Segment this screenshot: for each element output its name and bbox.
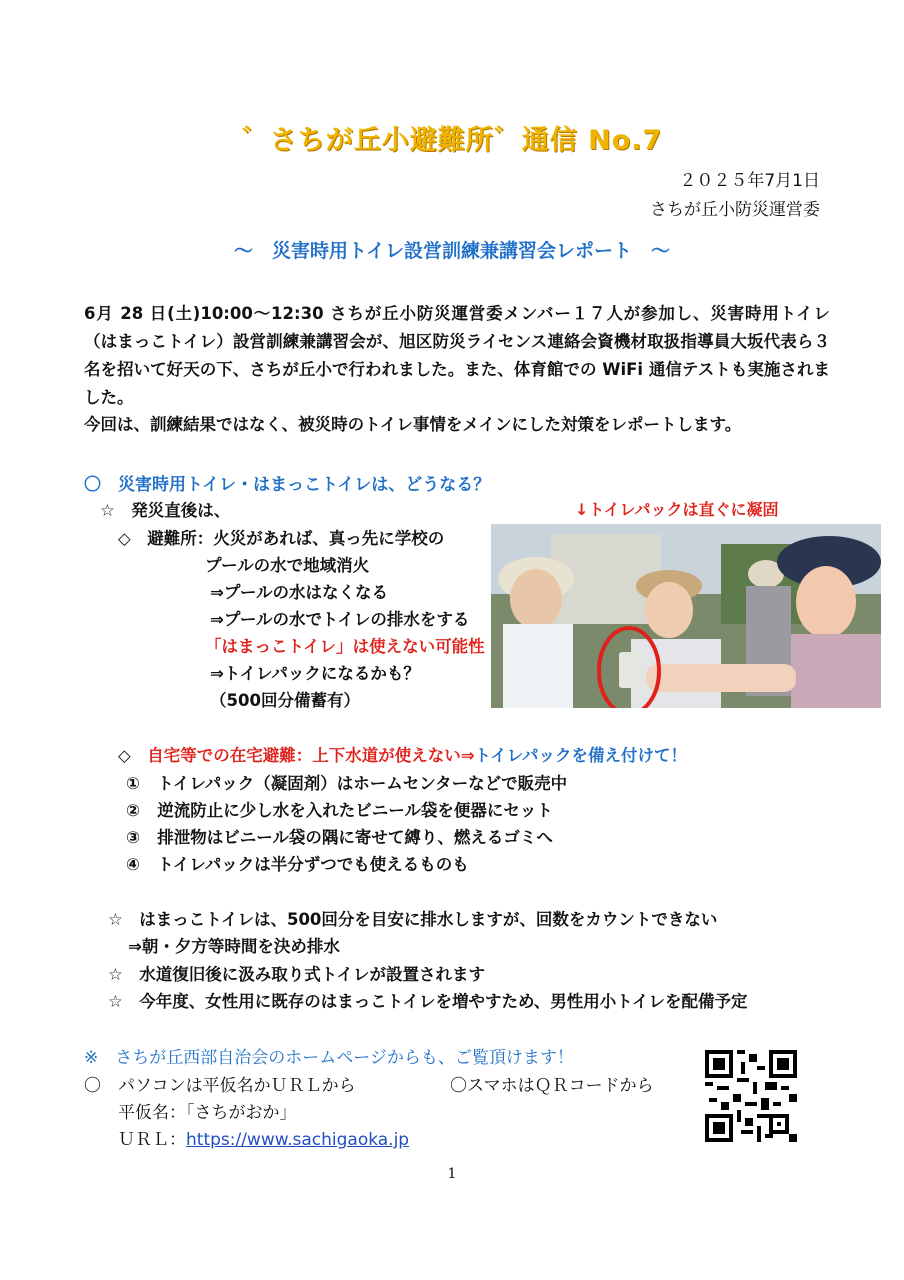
url-line — [118, 1125, 409, 1150]
item-number: ④ — [126, 855, 140, 874]
url-label: ＵＲＬ： — [118, 1130, 186, 1150]
shelter-line-6: ⇒トイレパックになるかも？ — [210, 664, 420, 683]
shelter-line-3: ⇒プールの水はなくなる — [210, 583, 389, 602]
star-note-2: ☆ 水道復旧後に汲み取り式トイレが設置されます — [108, 965, 485, 984]
list-item — [126, 797, 553, 821]
item-number: ③ — [126, 828, 140, 847]
list-item — [126, 824, 553, 848]
issue-date: ２０２５年7月1日 — [679, 171, 820, 191]
item-number: ① — [126, 774, 140, 793]
homepage-link[interactable]: https://www.sachigaoka.jp — [186, 1130, 410, 1150]
list-item — [126, 851, 469, 875]
organization: さちが丘小防災運営委 — [650, 200, 820, 220]
qr-code-graphic — [705, 1050, 797, 1142]
star-note-1-cont: ⇒朝・夕方等時間を決め排水 — [128, 937, 340, 956]
section-heading: 〇 災害時用トイレ・はまっこトイレは、どうなる？ — [84, 475, 491, 495]
photo-caption: ↓トイレパックは直ぐに凝固 — [575, 500, 779, 519]
pc-access: 〇 パソコンは平仮名かＵＲＬから — [84, 1076, 356, 1096]
hiragana-name: 平仮名：「さちがおか」 — [118, 1103, 297, 1123]
photo-illustration — [491, 524, 881, 708]
home-evacuation-line — [118, 742, 687, 766]
item-number: ② — [126, 801, 140, 820]
intro-paragraph-2: 今回は、訓練結果ではなく、被災時のトイレ事情をメインにした対策をレポートします。 — [84, 415, 742, 434]
home-evacuation-blue: トイレパックを備え付けて！ — [474, 746, 688, 765]
item-text: 排泄物はビニール袋の隅に寄せて縛り、燃えるゴミへ — [157, 828, 553, 847]
page-number: 1 — [447, 1166, 457, 1182]
training-photo — [491, 524, 881, 708]
shelter-line-2: プールの水で地域消火 — [205, 556, 370, 575]
shelter-line-1: ◇ 避難所：火災があれば、真っ先に学校の — [118, 529, 445, 548]
item-text: トイレパック（凝固剤）はホームセンターなどで販売中 — [157, 774, 568, 793]
shelter-line-4: ⇒プールの水でトイレの排水をする — [210, 610, 470, 629]
shelter-line-5: 「はまっこトイレ」は使えない可能性 — [205, 637, 485, 656]
star-note-3: ☆ 今年度、女性用に既存のはまっこトイレを増やすため、男性用小トイレを配備予定 — [108, 992, 748, 1011]
homepage-note: ※ さちが丘西部自治会のホームページからも、ご覧頂けます！ — [84, 1048, 574, 1068]
shelter-line-7: （500回分備蓄有） — [210, 691, 360, 710]
report-subtitle: ～ 災害時用トイレ設営訓練兼講習会レポート ～ — [233, 240, 671, 262]
item-text: 逆流防止に少し水を入れたビニール袋を便器にセット — [157, 801, 553, 820]
home-bullet: ◇ — [118, 746, 148, 765]
phone-access: 〇スマホはＱＲコードから — [450, 1076, 654, 1096]
qr-code[interactable] — [705, 1050, 797, 1142]
newsletter-title: ゛さちが丘小避難所゛通信 No.7 — [241, 125, 663, 156]
star-note-1: ☆ はまっこトイレは、500回分を目安に排水しますが、回数をカウントできない — [108, 910, 718, 929]
star-after-disaster: ☆ 発災直後は、 — [100, 501, 231, 520]
item-text: トイレパックは半分ずつでも使えるものも — [157, 855, 469, 874]
intro-paragraph: 6月 28 日(土)10:00～12:30 さちが丘小防災運営委メンバー１７人が参加し、災害時用トイレ（はまっこトイレ）設営訓練兼講習会が、旭区防災ライセンス連絡会資機材取扱指導員大坂代表ら３名を招いて好天の下、さちが丘小で行われました。また、体育館での WiFi 通信テストも実施されました。 — [84, 304, 830, 407]
home-evacuation-red: 自宅等での在宅避難：上下水道が使えない⇒ — [147, 746, 475, 765]
list-item — [126, 770, 567, 794]
